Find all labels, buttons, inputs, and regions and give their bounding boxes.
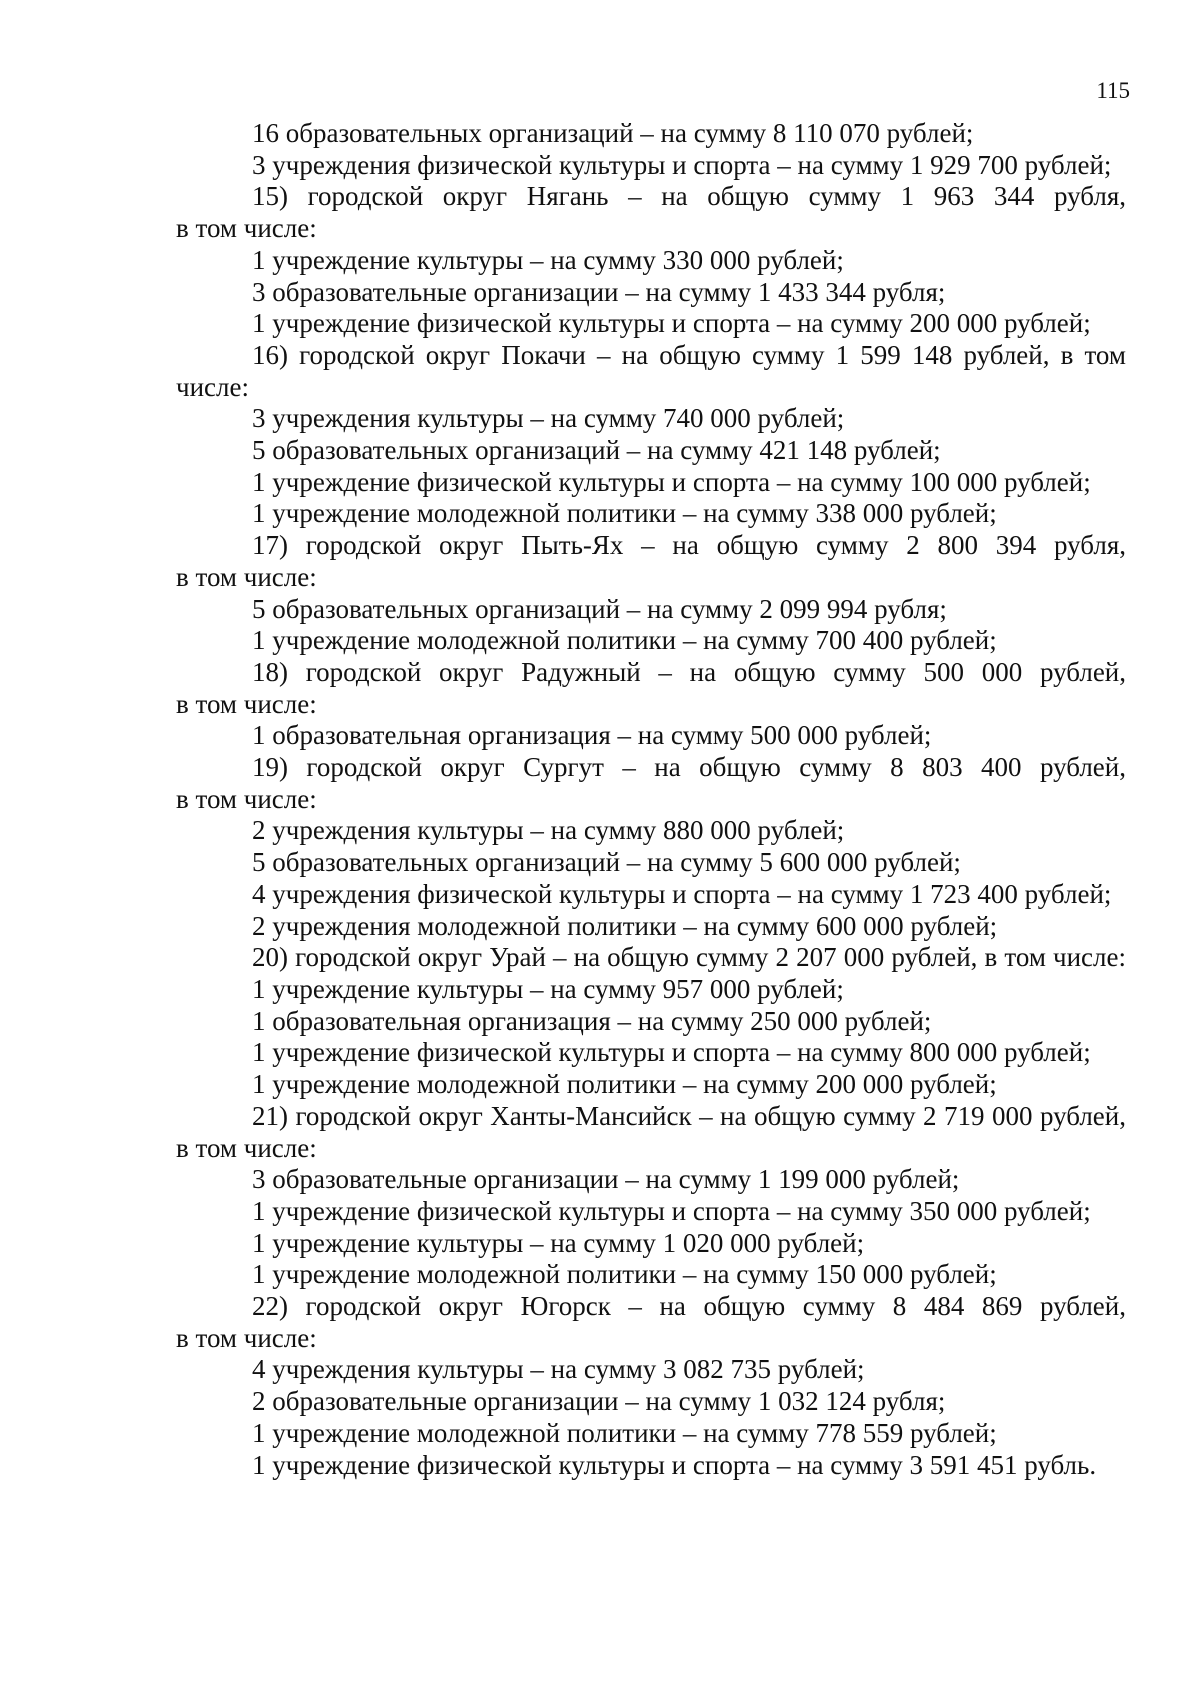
list-item: 3 образовательные организации – на сумму 1 199 000 рублей; (252, 1164, 960, 1195)
list-item: 3 учреждения культуры – на сумму 740 000 рублей; (252, 403, 845, 434)
list-item: 1 образовательная организация – на сумму 500 000 рублей; (252, 720, 932, 751)
district-heading: 22) городской округ Югорск – на общую сумму 8 484 869 рублей, (252, 1291, 1126, 1322)
list-item: 5 образовательных организаций – на сумму 2 099 994 рубля; (252, 593, 947, 624)
list-item: 1 учреждение молодежной политики – на сумму 150 000 рублей; (252, 1259, 997, 1290)
heading-continuation: в том числе: (176, 213, 317, 244)
page-number: 115 (1096, 78, 1130, 103)
list-item: 2 учреждения молодежной политики – на сумму 600 000 рублей; (252, 910, 998, 941)
district-heading: 18) городской округ Радужный – на общую сумму 500 000 рублей, (252, 656, 1126, 687)
list-item: 1 учреждение физической культуры и спорта – на сумму 100 000 рублей; (252, 466, 1091, 497)
list-item: 16 образовательных организаций – на сумму 8 110 070 рублей; (252, 118, 974, 148)
heading-continuation: числе: (176, 371, 249, 402)
heading-continuation: в том числе: (176, 561, 317, 592)
list-item: 1 учреждение молодежной политики – на сумму 200 000 рублей; (252, 1069, 997, 1100)
list-item: 1 учреждение молодежной политики – на сумму 778 559 рублей; (252, 1417, 997, 1448)
district-heading: 21) городской округ Ханты-Мансийск – на общую сумму 2 719 000 рублей, (252, 1100, 1126, 1131)
district-heading: 17) городской округ Пыть-Ях – на общую сумму 2 800 394 рубля, (252, 530, 1126, 561)
list-item: 2 учреждения культуры – на сумму 880 000 рублей; (252, 815, 845, 846)
list-item: 1 учреждение культуры – на сумму 1 020 000 рублей; (252, 1227, 865, 1258)
document-body (176, 118, 1126, 1481)
heading-continuation: в том числе: (176, 783, 317, 814)
list-item: 3 образовательные организации – на сумму 1 433 344 рубля; (252, 276, 946, 307)
list-item: 1 учреждение физической культуры и спорта – на сумму 800 000 рублей; (252, 1037, 1091, 1068)
list-item: 1 учреждение физической культуры и спорта – на сумму 350 000 рублей; (252, 1195, 1091, 1226)
list-item: 4 учреждения культуры – на сумму 3 082 735 рублей; (252, 1354, 865, 1385)
heading-continuation: в том числе: (176, 688, 317, 719)
list-item: 1 учреждение молодежной политики – на сумму 338 000 рублей; (252, 498, 997, 529)
list-item: 3 учреждения физической культуры и спорта – на сумму 1 929 700 рублей; (252, 149, 1112, 180)
list-item: 5 образовательных организаций – на сумму 5 600 000 рублей; (252, 847, 961, 878)
list-item: 2 образовательные организации – на сумму 1 032 124 рубля; (252, 1386, 946, 1417)
list-item: 4 учреждения физической культуры и спорта – на сумму 1 723 400 рублей; (252, 878, 1112, 909)
heading-continuation: в том числе: (176, 1322, 317, 1353)
district-heading: 20) городской округ Урай – на общую сумму 2 207 000 рублей, в том числе: (252, 942, 1126, 973)
list-item: 5 образовательных организаций – на сумму 421 148 рублей; (252, 435, 941, 466)
list-item: 1 учреждение культуры – на сумму 957 000 рублей; (252, 973, 844, 1004)
district-heading: 19) городской округ Сургут – на общую сумму 8 803 400 рублей, (252, 752, 1126, 783)
district-heading: 15) городской округ Нягань – на общую сумму 1 963 344 рубля, (252, 181, 1126, 212)
list-item: 1 учреждение физической культуры и спорта – на сумму 200 000 рублей; (252, 308, 1091, 339)
heading-continuation: в том числе: (176, 1132, 317, 1163)
list-item: 1 учреждение физической культуры и спорта – на сумму 3 591 451 рубль. (252, 1449, 1097, 1480)
district-heading: 16) городской округ Покачи – на общую сумму 1 599 148 рублей, в том (252, 339, 1126, 370)
list-item: 1 образовательная организация – на сумму 250 000 рублей; (252, 1005, 932, 1036)
list-item: 1 учреждение культуры – на сумму 330 000 рублей; (252, 244, 844, 275)
list-item: 1 учреждение молодежной политики – на сумму 700 400 рублей; (252, 625, 997, 656)
